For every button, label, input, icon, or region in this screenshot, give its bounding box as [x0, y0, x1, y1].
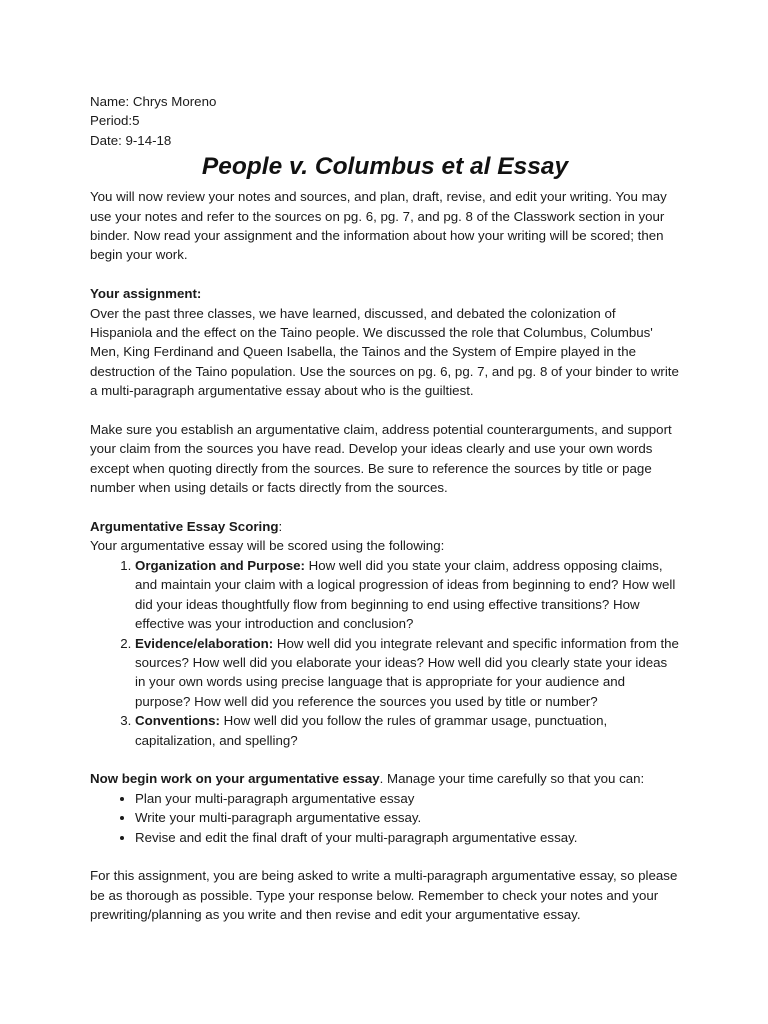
scoring-item-label: Conventions: [135, 713, 220, 729]
scoring-item-label: Organization and Purpose: [135, 557, 305, 573]
assignment-date: Date: 9-14-18 [90, 132, 172, 148]
scoring-item-evidence [135, 634, 680, 712]
scoring-item-text: How well did you state your claim, address opposing claims, and maintain your claim with a logical progression of ideas from beginning to end? How well did your ideas thoughtfully flow from beginning to end using effective transitions? How effective was your introduction and conclusion? [135, 557, 676, 632]
assignment-paragraph: Over the past three classes, we have learned, discussed, and debated the colonization of Hispaniola and the effect on the Taino people. We discussed the role that Columbus, Columbus' Men, King Ferdinand and Queen Isabella, the Tainos and the System of Empire played in the destruction of the Taino population. Use the sources on pg. 6, pg. 7, and pg. 8 of your binder to write a multi-paragraph argumentative essay about who is the guiltiest. [90, 305, 679, 399]
work-step-revise: • Revise and edit the final draft of your multi-paragraph argumentative essay. [135, 828, 680, 847]
scoring-criteria-list [90, 556, 680, 750]
scoring-item-organization [135, 556, 680, 634]
begin-work-rest: . Manage your time carefully so that you can: [379, 771, 645, 787]
scoring-heading-line [90, 517, 680, 536]
class-period: Period:5 [90, 113, 140, 129]
work-steps-list [90, 789, 680, 847]
scoring-item-text: How well did you integrate relevant and specific information from the sources? How well did you elaborate your ideas? How well did you clearly state your ideas in your own words using precise language that is appropriate for your audience and purpose? How well did you reference the sources you used by title or number? [135, 635, 679, 709]
scoring-heading: Argumentative Essay Scoring [90, 519, 279, 535]
intro-paragraph: You will now review your notes and sources, and plan, draft, revise, and edit your writing. You may use your notes and refer to the sources on pg. 6, pg. 7, and pg. 8 of the Classwork section in your binder. Now read your assignment and the information about how your writing will be scored; then begin your work. [90, 189, 667, 263]
scoring-intro: Your argumentative essay will be scored using the following: [90, 538, 445, 554]
instructions-paragraph: Make sure you establish an argumentative claim, address potential counterarguments, and support your claim from the sources you have read. Develop your ideas clearly and use your own words except when quoting directly from the sources. Be sure to reference the sources by title or page number when using details or facts directly from the sources. [90, 422, 672, 496]
document-page [90, 92, 680, 944]
closing-paragraph: For this assignment, you are being asked to write a multi-paragraph argumentative essay, so please be as thorough as possible. Type your response below. Remember to check your notes and your prewriting/planning as you write and then revise and edit your argumentative essay. [90, 868, 678, 923]
work-step-write: • Write your multi-paragraph argumentative essay. [135, 808, 680, 827]
scoring-heading-colon: : [278, 519, 283, 535]
scoring-item-text: How well did you follow the rules of grammar usage, punctuation, capitalization, and spelling? [135, 713, 608, 748]
work-step-plan: • Plan your multi-paragraph argumentative essay [135, 789, 680, 808]
assignment-heading: Your assignment: [90, 286, 202, 302]
begin-work-line [90, 769, 680, 788]
document-title: People v. Columbus et al Essay [201, 153, 569, 181]
student-name: Name: Chrys Moreno [90, 94, 217, 109]
begin-work-lead: Now begin work on your argumentative essay [90, 771, 380, 787]
scoring-item-label: Evidence/elaboration: [135, 635, 274, 651]
scoring-item-conventions [135, 711, 680, 750]
